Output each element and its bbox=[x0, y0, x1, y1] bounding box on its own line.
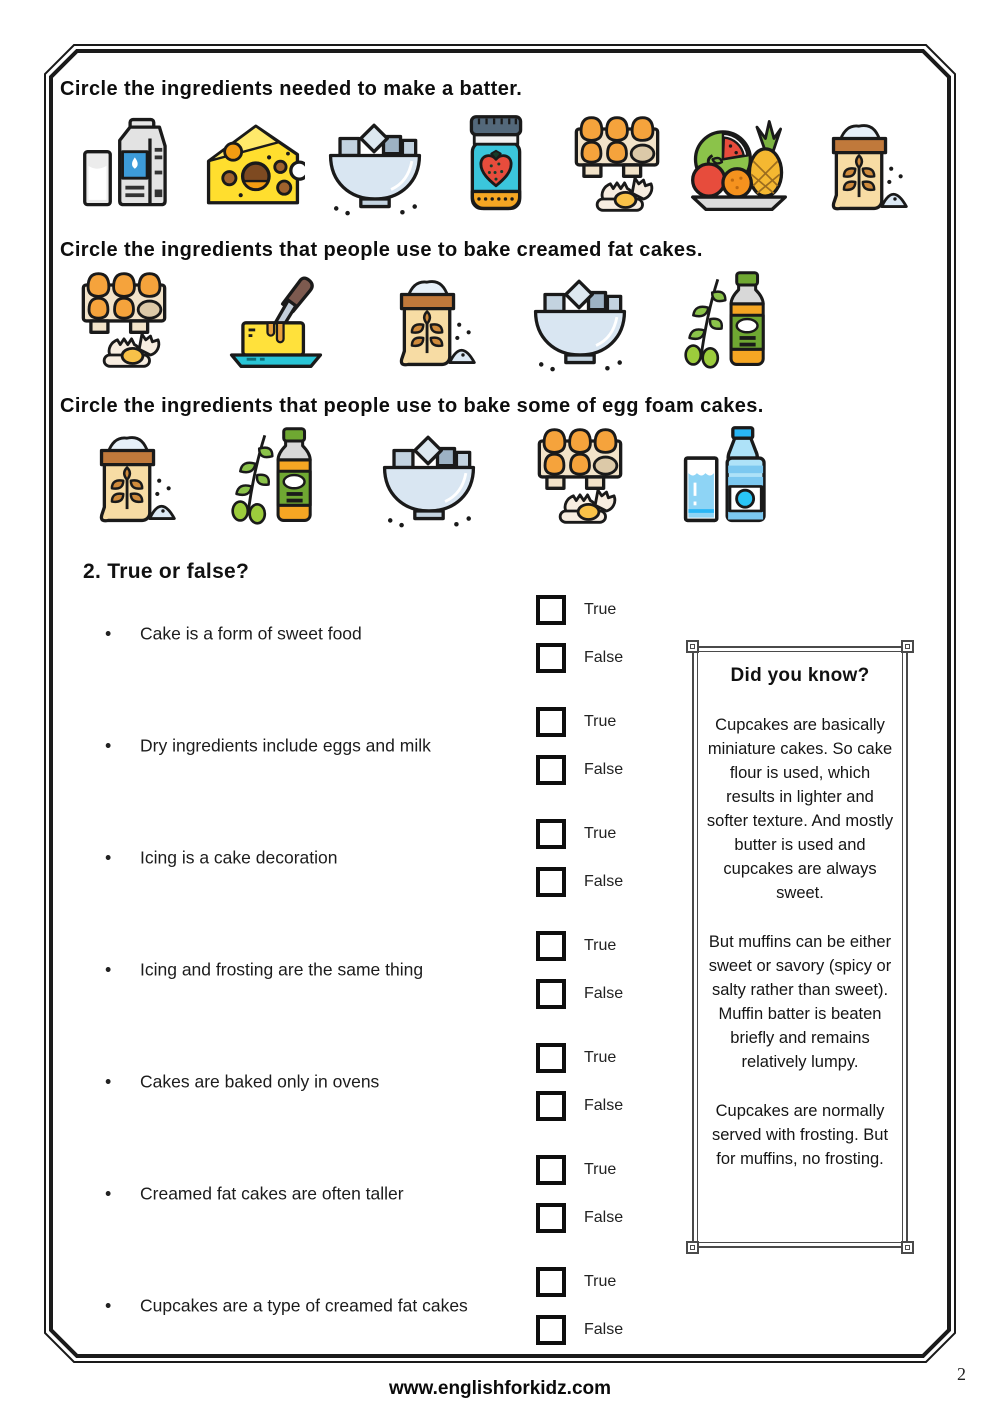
true-checkbox[interactable] bbox=[536, 819, 566, 849]
olive-oil-icon[interactable] bbox=[227, 422, 331, 530]
true-option bbox=[536, 931, 623, 961]
true-checkbox[interactable] bbox=[536, 1043, 566, 1073]
false-option bbox=[536, 867, 623, 897]
true-label: True bbox=[584, 937, 617, 954]
fruits-icon[interactable] bbox=[687, 110, 791, 218]
true-option bbox=[536, 1043, 623, 1073]
false-label: False bbox=[584, 873, 624, 890]
checkbox-group bbox=[536, 707, 623, 785]
bullet-icon: • bbox=[105, 1183, 112, 1204]
true-checkbox[interactable] bbox=[536, 707, 566, 737]
true-option bbox=[536, 707, 623, 737]
water-icon[interactable] bbox=[678, 422, 782, 530]
true-checkbox[interactable] bbox=[536, 595, 566, 625]
false-label: False bbox=[584, 985, 624, 1002]
true-checkbox[interactable] bbox=[536, 1267, 566, 1297]
false-label: False bbox=[584, 1321, 624, 1338]
footer-website: www.englishforkidz.com bbox=[388, 1378, 612, 1399]
checkbox-group bbox=[536, 819, 623, 897]
false-label: False bbox=[584, 1097, 624, 1114]
true-option bbox=[536, 595, 623, 625]
ingredient-row-creamed-fat bbox=[72, 264, 784, 374]
true-false-item bbox=[60, 802, 710, 914]
flour-icon[interactable] bbox=[76, 422, 180, 530]
true-label: True bbox=[584, 713, 617, 730]
statement-text: Creamed fat cakes are often taller bbox=[140, 1183, 404, 1204]
true-label: True bbox=[584, 825, 617, 842]
true-false-item bbox=[60, 690, 710, 802]
jam-icon[interactable] bbox=[444, 110, 548, 218]
false-option bbox=[536, 1091, 623, 1121]
false-checkbox[interactable] bbox=[536, 979, 566, 1009]
false-checkbox[interactable] bbox=[536, 867, 566, 897]
true-false-item bbox=[60, 578, 710, 690]
eggs-icon[interactable] bbox=[528, 422, 632, 530]
true-label: True bbox=[584, 601, 617, 618]
section-heading-egg-foam: Circle the ingredients that people use to bake some of egg foam cakes. bbox=[60, 395, 764, 417]
bullet-icon: • bbox=[105, 623, 112, 644]
statement-text: Cakes are baked only in ovens bbox=[140, 1071, 380, 1092]
checkbox-group bbox=[536, 931, 623, 1009]
page-number: 2 bbox=[957, 1364, 966, 1384]
milk-icon[interactable] bbox=[80, 110, 184, 218]
false-checkbox[interactable] bbox=[536, 1203, 566, 1233]
false-label: False bbox=[584, 649, 624, 666]
did-you-know-box bbox=[692, 646, 908, 1248]
eggs-icon[interactable] bbox=[565, 110, 669, 218]
true-option bbox=[536, 819, 623, 849]
false-option bbox=[536, 1203, 623, 1233]
section-heading-batter: Circle the ingredients needed to make a batter. bbox=[60, 78, 523, 100]
bullet-icon: • bbox=[105, 1295, 112, 1316]
true-false-item bbox=[60, 1138, 710, 1250]
true-false-item bbox=[60, 914, 710, 1026]
section-heading-creamed-fat: Circle the ingredients that people use to bake creamed fat cakes. bbox=[60, 239, 703, 261]
statement-text: Icing is a cake decoration bbox=[140, 847, 338, 868]
statement-text: Cake is a form of sweet food bbox=[140, 623, 362, 644]
true-label: True bbox=[584, 1161, 617, 1178]
checkbox-group bbox=[536, 1155, 623, 1233]
ingredient-row-batter bbox=[80, 108, 912, 218]
false-checkbox[interactable] bbox=[536, 1091, 566, 1121]
did-you-know-paragraph: Cupcakes are basically miniature cakes. So cake flour is used, which results in lighter and softer texture. And mostly butter is used and cupcakes are always sweet. bbox=[706, 716, 894, 902]
false-option bbox=[536, 979, 623, 1009]
statement-text: Icing and frosting are the same thing bbox=[140, 959, 424, 980]
true-false-list bbox=[60, 578, 710, 1362]
bullet-icon: • bbox=[105, 735, 112, 756]
false-option bbox=[536, 643, 623, 673]
bullet-icon: • bbox=[105, 1071, 112, 1092]
olive-oil-icon[interactable] bbox=[680, 266, 784, 374]
did-you-know-paragraph: But muffins can be either sweet or savory (spicy or salty rather than sweet). Muffin batter is beaten briefly and remains relatively lumpy. bbox=[708, 933, 892, 1071]
true-checkbox[interactable] bbox=[536, 931, 566, 961]
checkbox-group bbox=[536, 595, 623, 673]
checkbox-group bbox=[536, 1043, 623, 1121]
sugar-icon[interactable] bbox=[323, 110, 427, 218]
false-label: False bbox=[584, 1209, 624, 1226]
did-you-know-content bbox=[697, 651, 903, 1243]
true-option bbox=[536, 1155, 623, 1185]
did-you-know-paragraph: Cupcakes are normally served with frosting. But for muffins, no frosting. bbox=[711, 1102, 889, 1168]
checkbox-group bbox=[536, 1267, 623, 1345]
bullet-icon: • bbox=[105, 847, 112, 868]
sugar-icon[interactable] bbox=[528, 266, 632, 374]
ingredient-row-egg-foam bbox=[76, 420, 782, 530]
flour-icon[interactable] bbox=[808, 110, 912, 218]
did-you-know-title: Did you know? bbox=[730, 665, 870, 686]
statement-text: Dry ingredients include eggs and milk bbox=[140, 735, 431, 756]
bullet-icon: • bbox=[105, 959, 112, 980]
sugar-icon[interactable] bbox=[377, 422, 481, 530]
false-option bbox=[536, 755, 623, 785]
true-false-item bbox=[60, 1026, 710, 1138]
true-label: True bbox=[584, 1049, 617, 1066]
flour-icon[interactable] bbox=[376, 266, 480, 374]
true-false-title: 2. True or false? bbox=[83, 560, 250, 583]
true-false-item bbox=[60, 1250, 710, 1362]
false-checkbox[interactable] bbox=[536, 755, 566, 785]
cheese-icon[interactable] bbox=[201, 110, 305, 218]
false-checkbox[interactable] bbox=[536, 1315, 566, 1345]
true-option bbox=[536, 1267, 623, 1297]
false-option bbox=[536, 1315, 623, 1345]
false-checkbox[interactable] bbox=[536, 643, 566, 673]
true-checkbox[interactable] bbox=[536, 1155, 566, 1185]
false-label: False bbox=[584, 761, 624, 778]
eggs-icon[interactable] bbox=[72, 266, 176, 374]
true-label: True bbox=[584, 1273, 617, 1290]
statement-text: Cupcakes are a type of creamed fat cakes bbox=[140, 1295, 468, 1316]
butter-icon[interactable] bbox=[224, 266, 328, 374]
